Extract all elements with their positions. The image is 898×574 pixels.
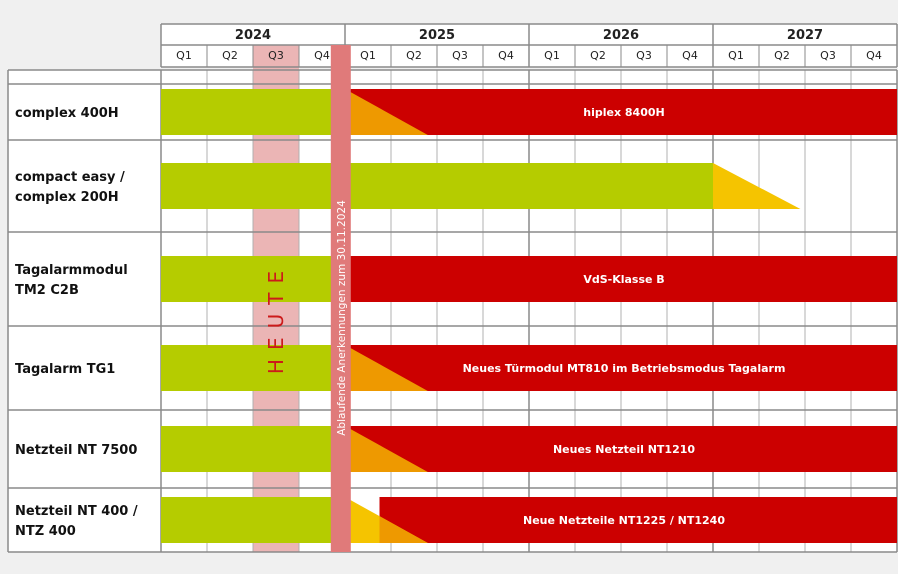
row-label: Netzteil NT 7500: [15, 443, 138, 458]
year-label-2026: 2026: [602, 28, 640, 43]
current-product-bar: [161, 256, 345, 302]
quarter-label: Q3: [820, 49, 836, 62]
quarter-label: Q1: [176, 49, 192, 62]
year-label-2024: 2024: [234, 28, 272, 43]
quarter-label: Q2: [774, 49, 790, 62]
successor-label: Neue Netzteile NT1225 / NT1240: [523, 514, 725, 527]
quarter-label: Q1: [728, 49, 744, 62]
row-label: Tagalarmmodul: [15, 263, 128, 278]
quarter-label: Q3: [452, 49, 468, 62]
current-product-bar: [161, 89, 345, 135]
row-label: TM2 C2B: [15, 283, 79, 298]
body-background: [8, 70, 897, 552]
current-product-bar: [161, 426, 345, 472]
quarter-label: Q3: [268, 49, 284, 62]
quarter-label: Q1: [360, 49, 376, 62]
quarter-label: Q1: [544, 49, 560, 62]
row-label: complex 200H: [15, 190, 119, 205]
row-label: complex 400H: [15, 106, 119, 121]
quarter-label: Q2: [590, 49, 606, 62]
row-label: compact easy /: [15, 170, 125, 185]
successor-label: Neues Türmodul MT810 im Betriebsmodus Tagalarm: [462, 362, 786, 375]
current-product-bar: [161, 163, 713, 209]
year-label-2025: 2025: [418, 28, 456, 43]
quarter-label: Q4: [498, 49, 514, 62]
quarter-label: Q4: [866, 49, 882, 62]
row-label: Netzteil NT 400 /: [15, 504, 138, 519]
deadline-marker-label: Ablaufende Anerkennungen zum 30.11.2024: [335, 200, 348, 436]
quarter-label: Q2: [222, 49, 238, 62]
quarter-label: Q4: [314, 49, 330, 62]
quarter-label: Q2: [406, 49, 422, 62]
year-label-2027: 2027: [786, 28, 824, 43]
current-product-bar: [161, 497, 345, 543]
row-label: Tagalarm TG1: [15, 362, 116, 377]
current-product-bar: [161, 345, 345, 391]
successor-label: Neues Netzteil NT1210: [552, 443, 696, 456]
successor-label: hiplex 8400H: [583, 106, 665, 119]
successor-label: VdS-Klasse B: [583, 273, 665, 286]
quarter-label: Q3: [636, 49, 652, 62]
quarter-label: Q4: [682, 49, 698, 62]
row-label: NTZ 400: [15, 524, 76, 539]
today-marker-label: HEUTE: [264, 261, 288, 375]
